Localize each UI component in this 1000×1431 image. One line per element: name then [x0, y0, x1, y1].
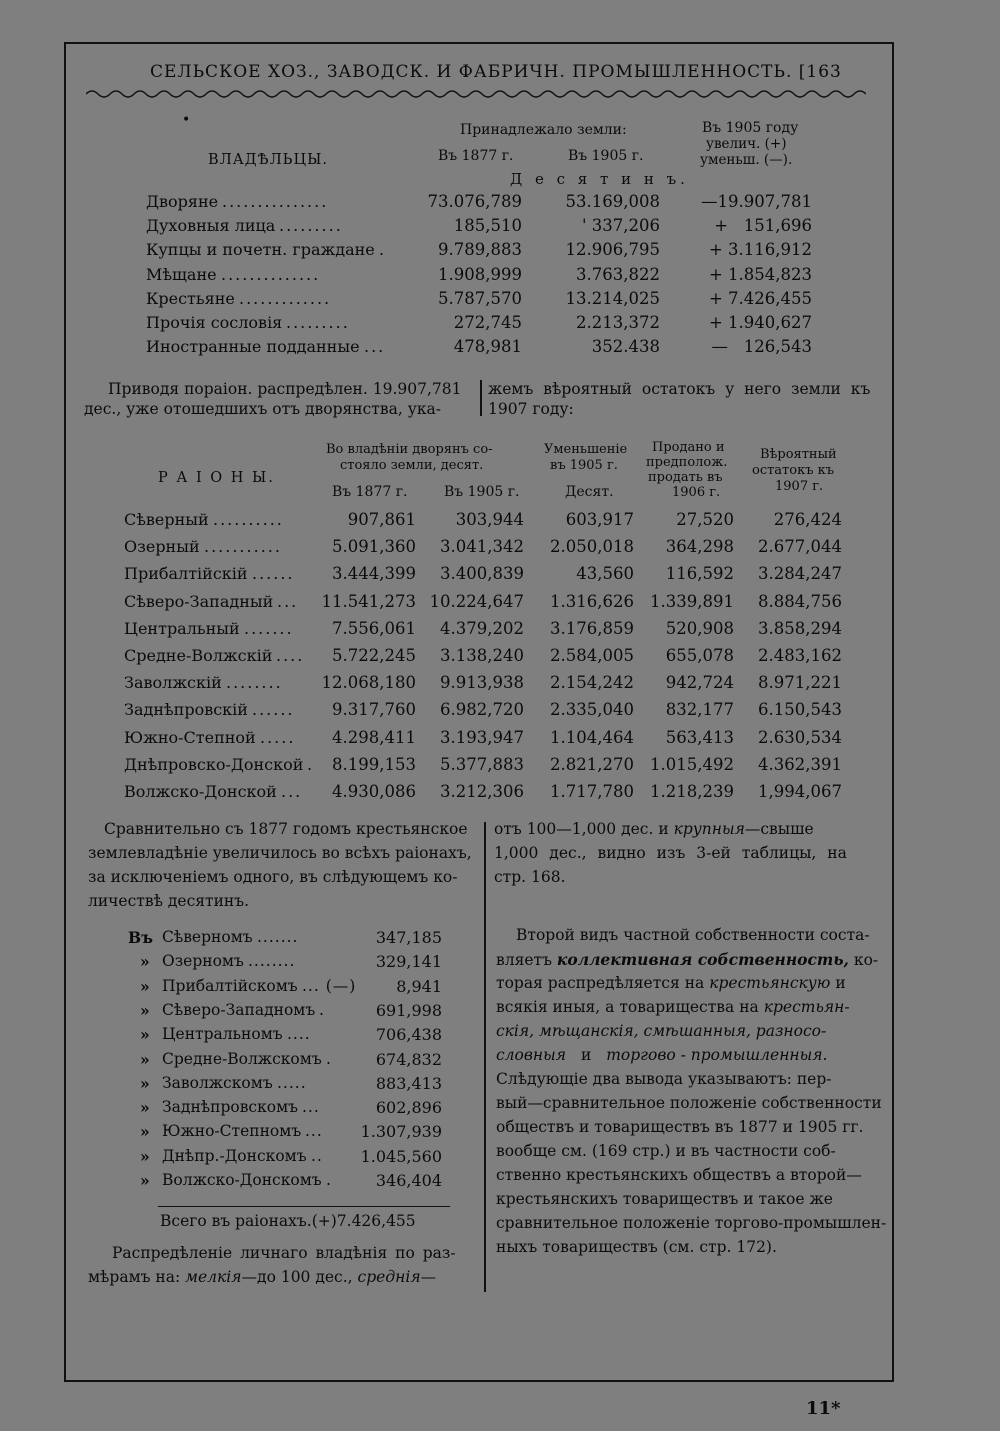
owned-header-2: стояло земли, десят. [340, 458, 484, 473]
region-row-dots: ...... [252, 564, 295, 584]
rp-line-6: Слѣдующіе два вывода указываютъ: пер- [496, 1070, 832, 1088]
sold-header-3: продать въ [648, 470, 723, 485]
rp-line-7: вый—сравнительное положеніе собственности [496, 1094, 882, 1112]
owner-row-change: + 151,696 [714, 216, 812, 236]
region-row-decrease: 43,560 [576, 564, 634, 584]
right-line1-b: крупныя [673, 820, 745, 838]
sold-header-2: предполож. [646, 455, 728, 470]
rp-5c: торгово - промышленныя. [606, 1046, 828, 1064]
region-row-sold: 520,908 [665, 618, 734, 638]
region-row-remainder: 2.677,044 [758, 537, 842, 557]
region-row-1905: 5.377,883 [440, 754, 524, 774]
region-row-remainder: 276,424 [773, 510, 842, 529]
owner-row-label: Духовныя лица [146, 216, 276, 236]
owner-row-label: Прочія сословія [146, 313, 283, 332]
region-row-1877: 8.199,153 [332, 754, 416, 774]
region-row-remainder: 4.362,391 [758, 754, 842, 774]
region-row-dots: ....... [244, 618, 294, 638]
list-item-value: 329,141 [375, 952, 442, 972]
region-row-sold: 655,078 [665, 646, 734, 665]
rp-line-12: сравнительное положеніе торгово-промышлен- [496, 1214, 887, 1232]
rp-3a: всякія иныя, а товарищества на [496, 998, 759, 1016]
region-row-remainder: 2.630,534 [758, 727, 842, 747]
list-item-dots: .... [287, 1025, 311, 1044]
list-item-dots: ... [305, 1122, 323, 1141]
rp-line-0: Второй видъ частной собственности соста- [516, 926, 870, 944]
left-end-line2 [88, 1268, 436, 1286]
col-1905-header: Въ 1905 г. [568, 148, 644, 164]
rp-1b: коллективная собственность, [556, 950, 849, 969]
sold-header-1: Продано и [652, 440, 725, 455]
list-item-prefix: » [140, 1049, 150, 1069]
owner-row-label: Дворяне [146, 192, 219, 211]
owner-row-1905: 53.169,008 [565, 192, 660, 211]
rp-line-3 [496, 998, 850, 1016]
rp-line-4: скія, мѣщанскія, смѣшанныя, разносо- [496, 1022, 827, 1040]
region-row-label: Заднѣпровскій [124, 700, 248, 720]
regions-header: Р А І О Н Ы. [158, 470, 275, 486]
region-row-sold: 1.218,239 [650, 782, 734, 801]
owner-row-label: Купцы и почетн. граждане [146, 240, 375, 260]
region-row-decrease: 2.821,270 [550, 754, 634, 774]
t2-col-1877: Въ 1877 г. [332, 484, 408, 500]
intro-left-line1: Приводя пораіон. распредѣлен. 19.907,781 [108, 380, 462, 398]
left-end-line2-b: мелкія [185, 1268, 242, 1286]
list-item-dots: ....... [257, 928, 299, 946]
left-para-line: Сравнительно съ 1877 годомъ крестьянское [104, 820, 468, 838]
list-item-label: Озерномъ [162, 952, 244, 971]
region-row-label: Сѣверо-Западный [124, 591, 274, 611]
column-divider [484, 822, 486, 1292]
decrease-header-2: въ 1905 г. [550, 458, 618, 473]
rp-2a: торая распредѣляется на [496, 974, 705, 992]
region-row-label: Волжско-Донской [124, 782, 277, 801]
owner-row-dots: ............. [239, 288, 332, 308]
region-row-decrease: 2.154,242 [550, 673, 634, 693]
owner-row-1877: 272,745 [453, 313, 522, 332]
region-row-1877: 9.317,760 [332, 700, 416, 720]
rp-3b: крестьян- [763, 998, 850, 1016]
region-row-1905: 3.138,240 [440, 646, 524, 665]
region-row-remainder: 3.858,294 [758, 618, 842, 638]
list-item-value: 347,185 [375, 928, 442, 947]
region-row-sold: 832,177 [665, 700, 734, 720]
region-row-label: Днѣпровско-Донской [124, 754, 304, 774]
total-rule [158, 1206, 450, 1207]
list-item-label: Сѣверо-Западномъ [162, 1000, 316, 1019]
list-item-value: 674,832 [375, 1049, 442, 1069]
region-row-label: Озерный [124, 537, 200, 557]
region-row-1877: 4.930,086 [332, 782, 416, 801]
region-row-1905: 3.041,342 [440, 537, 524, 557]
rp-2b: крестьянскую [709, 974, 831, 992]
rp-5a: словныя [496, 1046, 566, 1064]
region-row-remainder: 2.483,162 [758, 646, 842, 665]
region-row-1877: 4.298,411 [332, 727, 416, 747]
list-item-label: Южно-Степномъ [162, 1122, 302, 1141]
region-row-dots: ... [277, 591, 299, 611]
decrease-unit: Десят. [565, 484, 614, 500]
owner-row-1877: 185,510 [453, 216, 522, 236]
list-item-prefix: » [140, 1000, 150, 1020]
region-row-decrease: 1.717,780 [550, 782, 634, 801]
owner-row-1877: 478,981 [453, 337, 522, 357]
region-row-remainder: 6.150,543 [758, 700, 842, 720]
list-item-label: Средне-Волжскомъ [162, 1049, 322, 1068]
right-line3: стр. 168. [494, 868, 566, 886]
sold-header-4: 1906 г. [672, 485, 721, 500]
owner-row-1905: 352.438 [591, 337, 660, 357]
list-item-prefix: » [140, 952, 150, 972]
left-end-line1: Распредѣленіе личнаго владѣнія по раз- [112, 1244, 456, 1262]
list-item-label: Заднѣпровскомъ [162, 1098, 299, 1117]
owner-row-1905: 12.906,795 [565, 240, 660, 260]
region-row-sold: 364,298 [665, 537, 734, 557]
frame-bottom-rule [64, 1380, 894, 1382]
region-row-remainder: 3.284,247 [758, 564, 842, 584]
region-row-remainder: 8.971,221 [758, 673, 842, 693]
region-row-sold: 1.339,891 [650, 591, 734, 611]
region-row-1905: 6.982,720 [440, 700, 524, 720]
decrease-header-1: Уменьшеніе [544, 442, 628, 457]
region-row-decrease: 603,917 [565, 510, 634, 529]
owner-row-label: Иностранные подданные [146, 337, 360, 357]
region-row-label: Прибалтійскій [124, 564, 248, 584]
owner-row-1877: 9.789,883 [438, 240, 522, 260]
list-item-value: 883,413 [375, 1073, 442, 1093]
list-item-prefix: » [140, 1171, 150, 1190]
right-line1-c: —свыше [744, 820, 814, 838]
region-row-decrease: 1.316,626 [550, 591, 634, 611]
region-row-1877: 3.444,399 [332, 564, 416, 584]
region-row-sold: 27,520 [676, 510, 734, 529]
list-item-dots: .. [311, 1146, 323, 1165]
units-header: Д е с я т и н ъ. [510, 170, 689, 188]
owner-row-1905: 2.213,372 [576, 313, 660, 332]
page-header: СЕЛЬСКОЕ ХОЗ., ЗАВОДСК. И ФАБРИЧН. ПРОМЫШЛЕННОСТЬ. [163 [150, 62, 842, 82]
region-row-1877: 5.091,360 [332, 537, 416, 557]
region-row-1905: 3.212,306 [440, 782, 524, 801]
left-para-line: землевладѣніе увеличилось во всѣхъ раіонахъ, [88, 844, 472, 862]
page-number: 11* [806, 1398, 841, 1419]
remainder-header-1: Вѣроятный [760, 447, 837, 462]
frame-right-rule [892, 42, 894, 1382]
region-row-decrease: 2.335,040 [550, 700, 634, 720]
region-row-1905: 3.193,947 [440, 727, 524, 747]
list-item-prefix: » [140, 1098, 150, 1118]
rp-1a: вляетъ [496, 951, 552, 969]
owner-row-change: + 3.116,912 [708, 240, 812, 260]
owner-row-dots: .............. [221, 264, 321, 284]
region-row-label: Средне-Волжскій [124, 646, 273, 665]
list-item-label: Днѣпр.-Донскомъ [162, 1146, 307, 1165]
owner-row-dots: ............... [222, 192, 329, 211]
list-item-dots: . [326, 1171, 332, 1189]
owners-header: ВЛАДѢЛЬЦЫ. [208, 152, 328, 168]
list-item-label: Прибалтійскомъ [162, 976, 298, 995]
region-row-dots: ........ [226, 673, 283, 693]
region-row-1905: 10.224,647 [429, 591, 524, 611]
owner-row-change: —19.907,781 [701, 192, 812, 211]
right-line1-a: отъ 100—1,000 дес. и [494, 820, 669, 838]
remainder-header-2: остатокъ къ [752, 463, 834, 478]
list-item-value: 691,998 [375, 1000, 442, 1020]
region-row-sold: 563,413 [665, 727, 734, 747]
owner-row-1905: ' 337,206 [581, 216, 660, 236]
rp-line-2 [496, 974, 846, 992]
owner-row-label: Крестьяне [146, 288, 235, 308]
change-header-2: увелич. (+) [706, 136, 787, 152]
list-item-value: 602,896 [375, 1098, 442, 1118]
list-item-prefix: » [140, 1146, 150, 1166]
region-row-1905: 4.379,202 [440, 618, 524, 638]
frame-top-rule [64, 42, 894, 44]
region-row-1905: 9.913,938 [440, 673, 524, 693]
list-total: Всего въ раіонахъ.(+)7.426,455 [160, 1212, 416, 1230]
owner-row-change: + 1.940,627 [708, 313, 812, 332]
left-end-line2-d: среднія— [357, 1268, 437, 1286]
col-1877-header: Въ 1877 г. [438, 148, 514, 164]
region-row-dots: ... [281, 782, 303, 801]
left-end-line2-c: —до 100 дес., [241, 1268, 353, 1286]
rp-5b: и [580, 1046, 592, 1064]
intro-left-line2: дес., уже отошедшихъ отъ дворянства, ука- [84, 400, 441, 418]
frame-left-rule [64, 42, 66, 1382]
region-row-sold: 1.015,492 [650, 754, 734, 774]
list-item-label: Центральномъ [162, 1025, 283, 1044]
change-header-1: Въ 1905 году [702, 120, 799, 136]
rp-2c: и [835, 974, 846, 992]
list-item-value: 1.045,560 [360, 1146, 442, 1166]
right-line1 [494, 820, 814, 838]
owner-row-change: + 1.854,823 [708, 264, 812, 284]
rp-line-11: крестьянскихъ товариществъ и такое же [496, 1190, 833, 1208]
list-item-value: 346,404 [375, 1171, 442, 1190]
list-item-label: Волжско-Донскомъ [162, 1171, 322, 1189]
list-item-prefix: Въ [128, 928, 153, 947]
region-row-1905: 303,944 [455, 510, 524, 529]
owner-row-1905: 13.214,025 [565, 288, 660, 308]
rp-line-10: ственно крестьянскихъ обществъ а второй— [496, 1166, 862, 1184]
region-row-1905: 3.400,839 [440, 564, 524, 584]
list-item-prefix: » [140, 1073, 150, 1093]
list-item-value: 1.307,939 [360, 1122, 442, 1142]
owner-row-change: + 7.426,455 [708, 288, 812, 308]
list-item-dots: ........ [248, 952, 296, 971]
region-row-dots: ..... [260, 727, 296, 747]
list-item-label: Заволжскомъ [162, 1073, 273, 1092]
owner-row-1877: 5.787,570 [438, 288, 522, 308]
region-row-dots: . [307, 754, 315, 774]
region-row-dots: ........... [204, 537, 282, 557]
header-wavy-rule [86, 88, 866, 100]
t2-col-1905: Въ 1905 г. [444, 484, 520, 500]
list-item-dots: ... [302, 1098, 320, 1117]
region-row-decrease: 2.050,018 [550, 537, 634, 557]
list-item-label: Сѣверномъ [162, 928, 253, 946]
region-row-label: Центральный [124, 618, 240, 638]
owner-row-change: — 126,543 [711, 337, 812, 357]
region-row-sold: 116,592 [665, 564, 734, 584]
region-row-decrease: 1.104,464 [550, 727, 634, 747]
list-item-value: 8,941 [396, 976, 442, 996]
owner-row-1905: 3.763,822 [576, 264, 660, 284]
list-item-prefix: » [140, 1025, 150, 1045]
rp-1c: ко- [853, 951, 879, 969]
left-para-line: за исключеніемъ одного, въ слѣдующемъ ко- [88, 868, 458, 886]
rp-line-5 [496, 1046, 827, 1064]
intro-divider [480, 380, 482, 416]
owner-row-dots: ... [364, 337, 386, 357]
region-row-label: Сѣверный [124, 510, 209, 529]
list-item-prefix: » [140, 1122, 150, 1142]
region-row-dots: .......... [213, 510, 284, 529]
right-line2: 1,000 дес., видно изъ 3-ей таблицы, на [494, 844, 847, 862]
remainder-header-3: 1907 г. [775, 479, 824, 494]
owner-row-1877: 73.076,789 [427, 192, 522, 211]
owner-row-dots: . [379, 240, 387, 260]
rp-line-13: ныхъ товариществъ (см. стр. 172). [496, 1238, 777, 1256]
rp-line-8: обществъ и товариществъ въ 1877 и 1905 гг. [496, 1118, 864, 1136]
region-row-decrease: 3.176,859 [550, 618, 634, 638]
list-item-dots: ..... [277, 1073, 307, 1092]
left-para-line: личествѣ десятинъ. [88, 892, 250, 910]
intro-right-line2: 1907 году: [488, 400, 574, 418]
list-item-dots: . [326, 1049, 332, 1068]
region-row-1877: 11.541,273 [321, 591, 416, 611]
region-row-remainder: 1,994,067 [758, 782, 842, 801]
region-row-dots: ...... [252, 700, 295, 720]
rp-line-9: вообще см. (169 стр.) и въ частности соб- [496, 1142, 836, 1160]
owner-row-dots: ......... [286, 313, 350, 332]
rp-line-1 [496, 950, 878, 969]
region-row-label: Южно-Степной [124, 727, 256, 747]
belonged-header: Принадлежало земли: [460, 122, 627, 138]
region-row-decrease: 2.584,005 [550, 646, 634, 665]
region-row-1877: 7.556,061 [332, 618, 416, 638]
owner-row-dots: ......... [279, 216, 343, 236]
region-row-sold: 942,724 [665, 673, 734, 693]
list-item-prefix: » [140, 976, 150, 996]
intro-right-line1: жемъ вѣроятный остатокъ у него земли къ [488, 380, 871, 398]
region-row-1877: 907,861 [347, 510, 416, 529]
left-end-line2-a: мѣрамъ на: [88, 1268, 181, 1286]
change-header-3: уменьш. (—). [700, 152, 793, 168]
owned-header-1: Во владѣніи дворянъ со- [326, 442, 493, 457]
stray-dot: • [182, 112, 191, 128]
owner-row-label: Мѣщане [146, 264, 217, 284]
owner-row-1877: 1.908,999 [438, 264, 522, 284]
region-row-1877: 12.068,180 [321, 673, 416, 693]
region-row-remainder: 8.884,756 [758, 591, 842, 611]
list-item-value: 706,438 [375, 1025, 442, 1045]
region-row-1877: 5.722,245 [332, 646, 416, 665]
list-item-dots: . [319, 1000, 325, 1019]
region-row-label: Заволжскій [124, 673, 222, 693]
list-item-dots: ... (—) [302, 976, 357, 995]
region-row-dots: .... [276, 646, 305, 665]
